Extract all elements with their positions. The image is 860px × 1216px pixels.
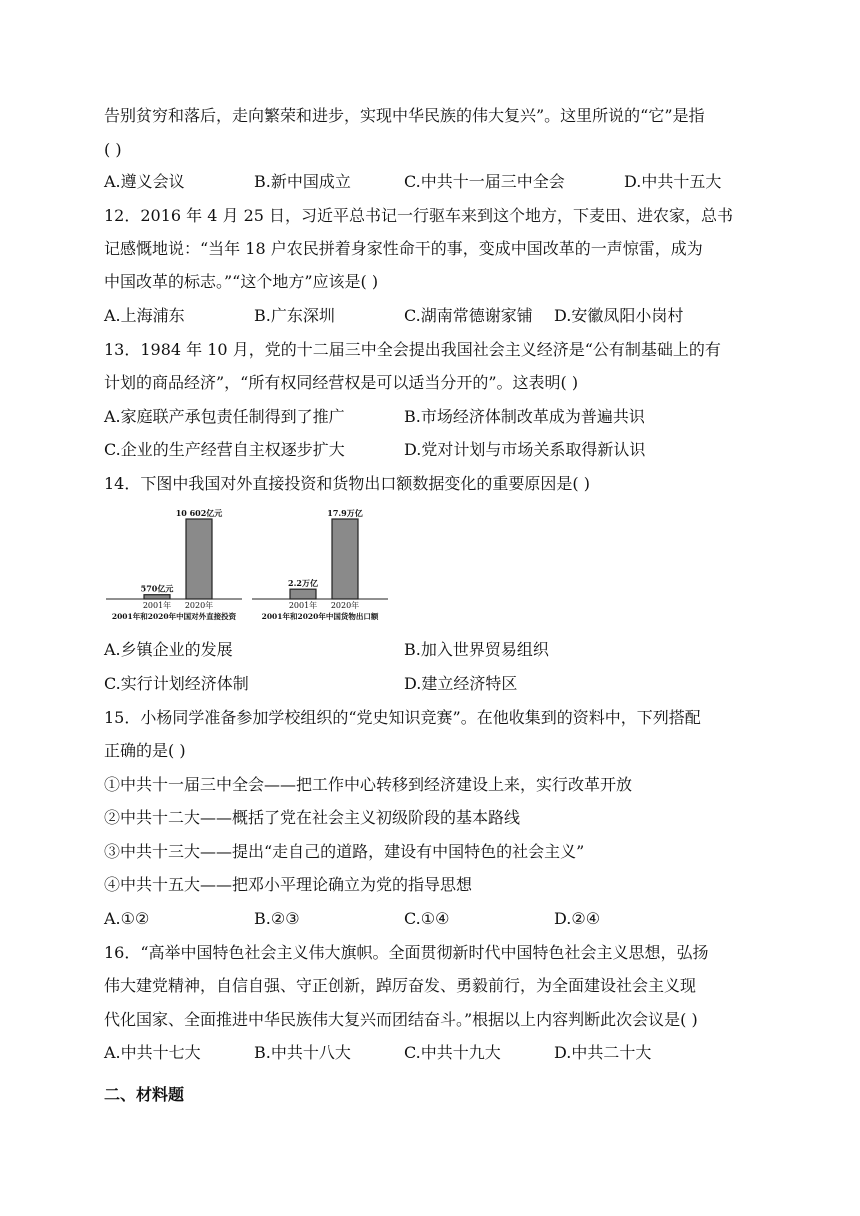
export-bar-chart (250, 507, 390, 625)
q13-stem-line-2: 计划的商品经济”，“所有权同经营权是可以适当分开的”。这表明( ) (104, 373, 579, 392)
q15-item-2: ②中共十二大——概括了党在社会主义初级阶段的基本路线 (104, 808, 521, 827)
q12-stem-line-3: 中国改革的标志。”“这个地方”应该是( ) (104, 272, 379, 291)
q15-option-a: A.①② (104, 909, 150, 928)
q11-option-b: B.新中国成立 (254, 172, 351, 191)
bar (186, 519, 212, 599)
bar (332, 519, 358, 599)
q12-stem-line-2: 记感慨地说：“当年 18 户农民拼着身家性命干的事，变成中国改革的一声惊雷，成为 (104, 239, 703, 258)
q16-option-a: A.中共十七大 (104, 1043, 201, 1062)
q13-stem-line-1: 13．1984 年 10 月，党的十二届三中全会提出我国社会主义经济是“公有制基础上的有 (104, 340, 721, 359)
q15-option-d: D.②④ (554, 909, 601, 928)
category-label: 2001年 (142, 601, 172, 610)
q14-option-c: C.实行计划经济体制 (104, 674, 249, 693)
q16-stem-line-2: 伟大建党精神，自信自强、守正创新，踔厉奋发、勇毅前行，为全面建设社会主义现 (104, 976, 697, 995)
q13-option-d: D.党对计划与市场关系取得新认识 (404, 440, 646, 459)
category-label: 2020年 (330, 601, 360, 610)
chart-title: 2001年和2020年中国对外直接投资 (111, 612, 237, 621)
q12-option-d: D.安徽凤阳小岗村 (554, 306, 684, 325)
q15-stem-line-2: 正确的是( ) (104, 741, 186, 760)
data-label: 2.2万亿 (288, 578, 318, 589)
q11-answer-blank: ( ) (104, 140, 122, 159)
chart-title: 2001年和2020年中国货物出口额 (261, 612, 379, 621)
q15-option-b: B.②③ (254, 909, 300, 928)
category-label: 2020年 (184, 601, 214, 610)
q13-option-a: A.家庭联产承包责任制得到了推广 (104, 407, 345, 426)
bar (290, 589, 316, 599)
q15-stem-line-1: 15．小杨同学准备参加学校组织的“党史知识竞赛”。在他收集到的资料中，下列搭配 (104, 708, 701, 727)
q13-option-c: C.企业的生产经营自主权逐步扩大 (104, 440, 345, 459)
q15-item-3: ③中共十三大——提出“走自己的道路，建设有中国特色的社会主义” (104, 842, 585, 861)
q16-option-b: B.中共十八大 (254, 1043, 351, 1062)
q12-option-c: C.湖南常德谢家铺 (404, 306, 533, 325)
q14-option-b: B.加入世界贸易组织 (404, 640, 549, 659)
q15-option-c: C.①④ (404, 909, 450, 928)
export-chart-svg (250, 507, 390, 625)
q14-option-d: D.建立经济特区 (404, 674, 518, 693)
q15-item-4: ④中共十五大——把邓小平理论确立为党的指导思想 (104, 875, 473, 894)
q16-stem-line-3: 代化国家、全面推进中华民族伟大复兴而团结奋斗。”根据以上内容判断此次会议是( ) (104, 1010, 698, 1029)
q11-option-d: D.中共十五大 (624, 172, 722, 191)
q15-item-1: ①中共十一届三中全会——把工作中心转移到经济建设上来，实行改革开放 (104, 775, 633, 794)
q14-stem-line-1: 14．下图中我国对外直接投资和货物出口额数据变化的重要原因是( ) (104, 474, 590, 493)
q16-option-c: C.中共十九大 (404, 1043, 501, 1062)
q13-option-b: B.市场经济体制改革成为普遍共识 (404, 407, 645, 426)
fdi-chart-svg (104, 507, 244, 625)
q12-stem-line-1: 12．2016 年 4 月 25 日，习近平总书记一行驱车来到这个地方，下麦田、进农家，总书 (104, 206, 734, 225)
q11-stem-line: 告别贫穷和落后，走向繁荣和进步，实现中华民族的伟大复兴”。这里所说的“它”是指 (104, 106, 705, 125)
q16-stem-line-1: 16．“高举中国特色社会主义伟大旗帜。全面贯彻新时代中国特色社会主义思想，弘扬 (104, 943, 709, 962)
section-heading: 二、材料题 (104, 1085, 185, 1104)
q11-option-c: C.中共十一届三中全会 (404, 172, 565, 191)
q14-option-a: A.乡镇企业的发展 (104, 640, 233, 659)
bar (144, 595, 170, 599)
q11-option-a: A.遵义会议 (104, 172, 185, 191)
fdi-bar-chart (104, 507, 244, 625)
data-label: 17.9万亿 (327, 508, 363, 518)
data-label: 570亿元 (140, 583, 174, 594)
q16-option-d: D.中共二十大 (554, 1043, 652, 1062)
q12-option-b: B.广东深圳 (254, 306, 335, 325)
q12-option-a: A.上海浦东 (104, 306, 185, 325)
data-label: 10 602亿元 (175, 508, 223, 518)
category-label: 2001年 (288, 601, 318, 610)
